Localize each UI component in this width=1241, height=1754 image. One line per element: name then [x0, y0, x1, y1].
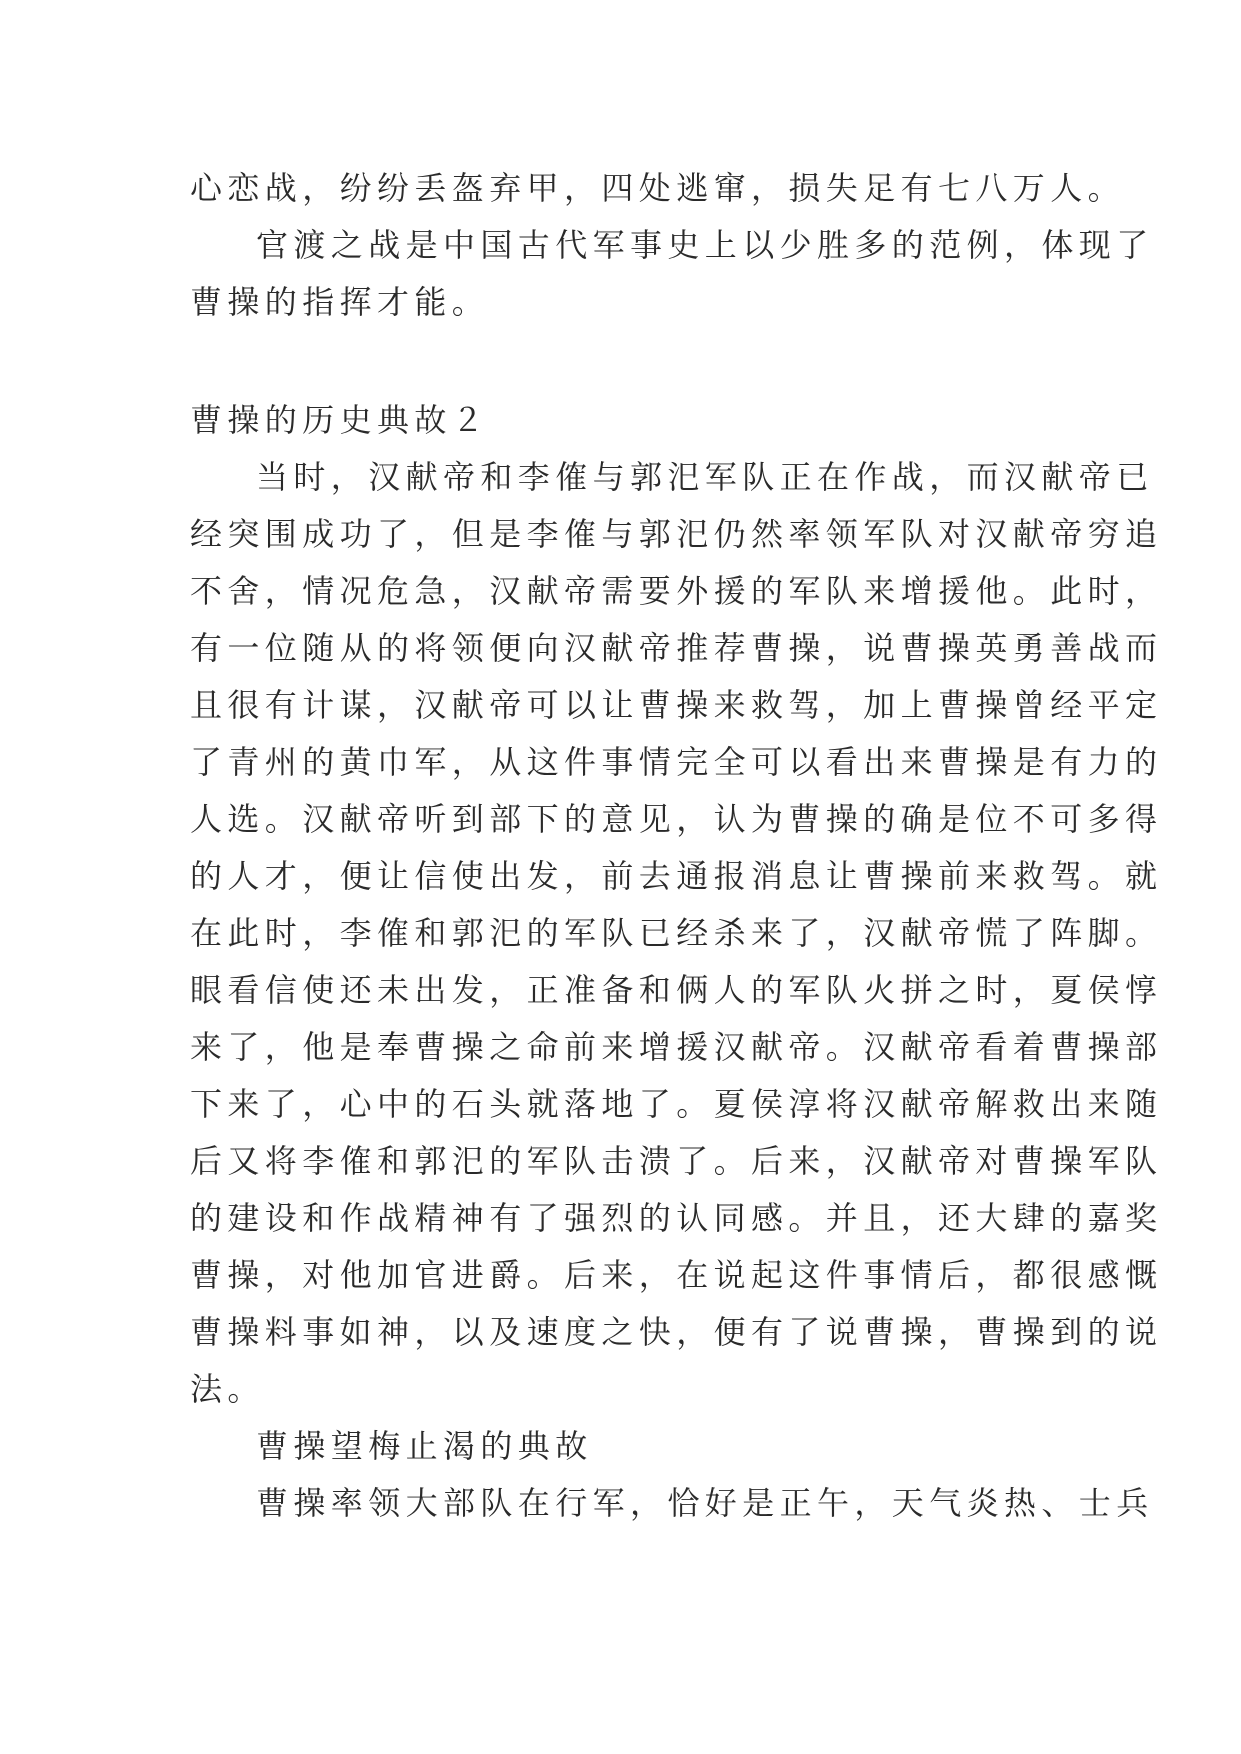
text-line: 经突围成功了，但是李傕与郭汜仍然率领军队对汉献帝穷追: [190, 515, 1163, 553]
text-line: 后又将李傕和郭汜的军队击溃了。后来，汉献帝对曹操军队: [190, 1142, 1163, 1180]
text-line: 下来了，心中的石头就落地了。夏侯淳将汉献帝解救出来随: [190, 1085, 1163, 1123]
text-line: 有一位随从的将领便向汉献帝推荐曹操，说曹操英勇善战而: [190, 629, 1163, 667]
text-line: 眼看信使还未出发，正准备和俩人的军队火拼之时，夏侯惇: [190, 971, 1163, 1009]
text-line: 来了，他是奉曹操之命前来增援汉献帝。汉献帝看着曹操部: [190, 1028, 1163, 1066]
section-heading: 曹操的历史典故２: [190, 401, 490, 439]
paragraph-start: 当时，汉献帝和李傕与郭汜军队正在作战，而汉献帝已: [256, 458, 1154, 496]
text-line: 在此时，李傕和郭汜的军队已经杀来了，汉献帝慌了阵脚。: [190, 914, 1163, 952]
text-line: 法。: [190, 1370, 265, 1408]
text-line: 的建设和作战精神有了强烈的认同感。并且，还大肆的嘉奖: [190, 1199, 1163, 1237]
paragraph-start: 官渡之战是中国古代军事史上以少胜多的范例，体现了: [256, 226, 1154, 264]
text-line: 曹操，对他加官进爵。后来，在说起这件事情后，都很感慨: [190, 1256, 1163, 1294]
text-line: 了青州的黄巾军，从这件事情完全可以看出来曹操是有力的: [190, 743, 1163, 781]
text-line: 且很有计谋，汉献帝可以让曹操来救驾，加上曹操曾经平定: [190, 686, 1163, 724]
subsection-heading: 曹操望梅止渴的典故: [256, 1427, 593, 1465]
paragraph-start: 曹操率领大部队在行军，恰好是正午，天气炎热、士兵: [256, 1484, 1154, 1522]
text-line: 不舍，情况危急，汉献帝需要外援的军队来增援他。此时，: [190, 572, 1163, 610]
text-line: 曹操料事如神，以及速度之快，便有了说曹操，曹操到的说: [190, 1313, 1163, 1351]
text-line: 人选。汉献帝听到部下的意见，认为曹操的确是位不可多得: [190, 800, 1163, 838]
text-line: 曹操的指挥才能。: [190, 283, 490, 321]
text-line: 心恋战，纷纷丢盔弃甲，四处逃窜，损失足有七八万人。: [190, 169, 1126, 207]
text-line: 的人才，便让信使出发，前去通报消息让曹操前来救驾。就: [190, 857, 1163, 895]
